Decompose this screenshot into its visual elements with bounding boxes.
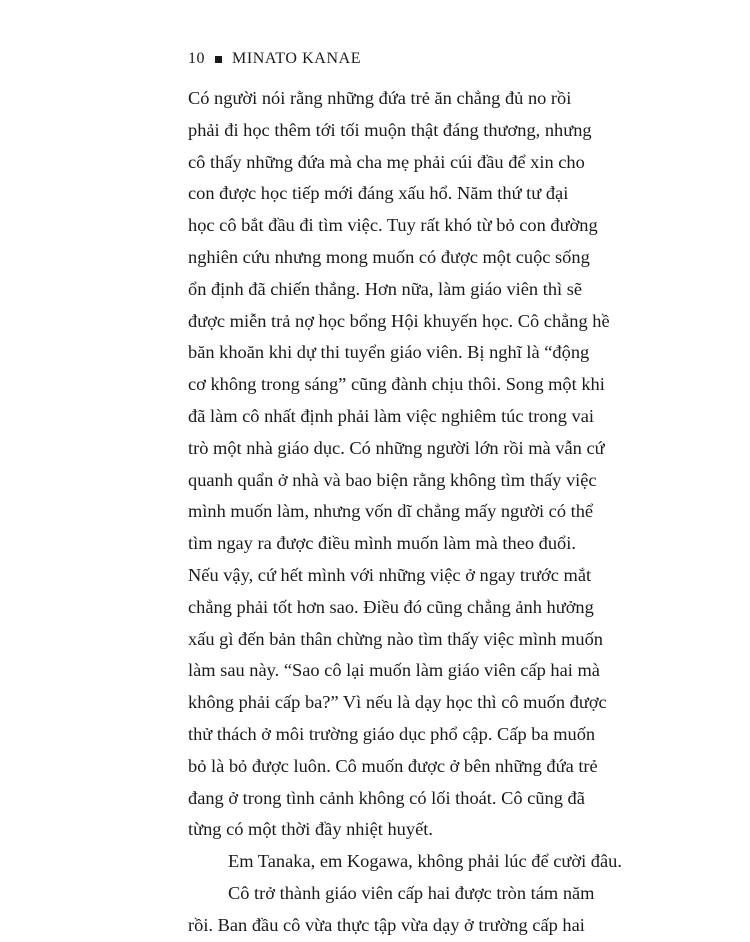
text-line: cơ không trong sáng” cũng đành chịu thôi. Song một khi: [188, 374, 605, 395]
text-line: băn khoăn khi dự thi tuyển giáo viên. Bị nghĩ là “động: [188, 342, 590, 363]
text-line: Cô trở thành giáo viên cấp hai được tròn tám năm: [228, 882, 595, 903]
text-line: Nếu vậy, cứ hết mình với những việc ở ngay trước mắt: [188, 564, 592, 585]
text-line: mình muốn làm, nhưng vốn dĩ chẳng mấy người có thể: [188, 501, 594, 522]
running-head: [188, 50, 361, 68]
text-line: được miễn trả nợ học bổng Hội khuyến học. Cô chẳng hề: [188, 310, 610, 331]
page-number: 10: [188, 50, 205, 67]
text-line: xấu gì đến bản thân chừng nào tìm thấy việc mình muốn: [188, 628, 603, 649]
text-line: đang ở trong tình cảnh không có lối thoát. Cô cũng đã: [188, 787, 585, 808]
text-line: làm sau này. “Sao cô lại muốn làm giáo viên cấp hai mà: [188, 660, 600, 681]
text-line: con được học tiếp mới đáng xấu hổ. Năm thứ tư đại: [188, 183, 569, 204]
paragraph: [188, 83, 610, 846]
text-line: Có người nói rằng những đứa trẻ ăn chẳng đủ no rồi: [188, 88, 572, 108]
text-line: ổn định đã chiến thắng. Hơn nữa, làm giáo viên thì sẽ: [188, 278, 583, 299]
text-line: phải đi học thêm tới tối muộn thật đáng thương, nhưng: [188, 119, 592, 140]
body-text: [188, 83, 622, 942]
text-line: từng có một thời đầy nhiệt huyết.: [188, 819, 433, 840]
author-name: MINATO KANAE: [232, 50, 362, 67]
paragraph: [188, 846, 622, 878]
text-line: học cô bắt đầu đi tìm việc. Tuy rất khó từ bỏ con đường: [188, 215, 598, 236]
text-line: thử thách ở môi trường giáo dục phổ cập. Cấp ba muốn: [188, 723, 596, 744]
text-line: quanh quẩn ở nhà và bao biện rằng không tìm thấy việc: [188, 469, 597, 490]
paragraph: [188, 878, 595, 942]
text-line: cô thấy những đứa mà cha mẹ phải cúi đầu để xin cho: [188, 151, 585, 172]
text-line: trò một nhà giáo dục. Có những người lớn rồi mà vẫn cứ: [188, 437, 605, 458]
text-line: đã làm cô nhất định phải làm việc nghiêm túc trong vai: [188, 405, 595, 426]
text-line: nghiên cứu nhưng mong muốn có được một cuộc sống: [188, 246, 590, 267]
text-line: không phải cấp ba?” Vì nếu là dạy học thì cô muốn được: [188, 692, 607, 713]
text-line: tìm ngay ra được điều mình muốn làm mà theo đuổi.: [188, 533, 576, 554]
text-line: bỏ là bỏ được luôn. Cô muốn được ở bên những đứa trẻ: [188, 755, 598, 776]
text-line: rồi. Ban đầu cô vừa thực tập vừa dạy ở trường cấp hai: [188, 914, 585, 935]
text-line: chẳng phải tốt hơn sao. Điều đó cũng chẳng ảnh hưởng: [188, 596, 594, 617]
square-bullet-icon: [215, 56, 222, 63]
text-line: Em Tanaka, em Kogawa, không phải lúc để cười đâu.: [228, 851, 622, 872]
